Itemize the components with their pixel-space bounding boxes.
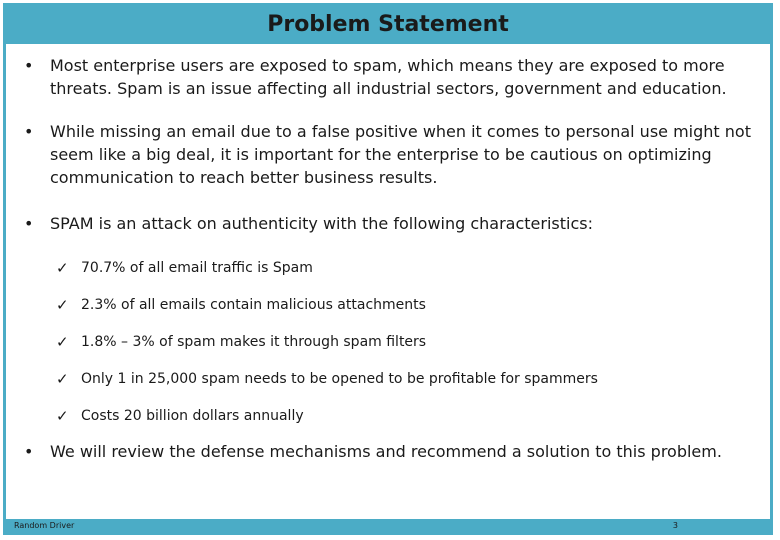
checkmark-icon: ✓ (56, 407, 69, 425)
bullet-dot: • (24, 214, 34, 233)
bullet-text: SPAM is an attack on authenticity with the following characteristics: (50, 214, 593, 233)
bullet-item (18, 212, 765, 235)
footer-author: Random Driver (14, 521, 75, 530)
characteristic-item (56, 258, 313, 278)
checkmark-icon: ✓ (56, 370, 69, 388)
characteristic-item (56, 295, 426, 315)
footer-bar (6, 519, 770, 532)
bullet-dot: • (24, 56, 34, 75)
checkmark-icon: ✓ (56, 296, 69, 314)
characteristic-text: 70.7% of all email traffic is Spam (81, 260, 313, 276)
characteristic-text: 2.3% of all emails contain malicious attachments (81, 297, 426, 313)
characteristic-text: Only 1 in 25,000 spam needs to be opened to be profitable for spammers (81, 371, 598, 387)
checkmark-icon: ✓ (56, 333, 69, 351)
characteristic-text: 1.8% – 3% of spam makes it through spam filters (81, 334, 427, 350)
title-bar (6, 6, 770, 44)
bullet-text: While missing an email due to a false positive when it comes to personal use might not seem like a big deal, it is important for the enterprise to be cautious on optimizing communication to reach better business results. (50, 122, 751, 187)
checkmark-icon: ✓ (56, 259, 69, 277)
slide (3, 3, 773, 535)
bullet-dot: • (24, 442, 34, 461)
characteristic-item (56, 369, 598, 389)
page-number: 3 (672, 521, 678, 530)
characteristic-item (56, 406, 304, 426)
bullet-text: We will review the defense mechanisms and recommend a solution to this problem. (50, 442, 722, 461)
bullet-item (18, 440, 765, 463)
characteristic-text: Costs 20 billion dollars annually (81, 408, 304, 424)
characteristic-item (56, 332, 426, 352)
bullet-item (18, 120, 765, 189)
slide-title: Problem Statement (267, 12, 509, 37)
bullet-dot: • (24, 122, 34, 141)
bullet-text: Most enterprise users are exposed to spam, which means they are exposed to more threats. Spam is an issue affecting all industrial sectors, government and education. (50, 56, 727, 98)
bullet-item (18, 54, 765, 100)
